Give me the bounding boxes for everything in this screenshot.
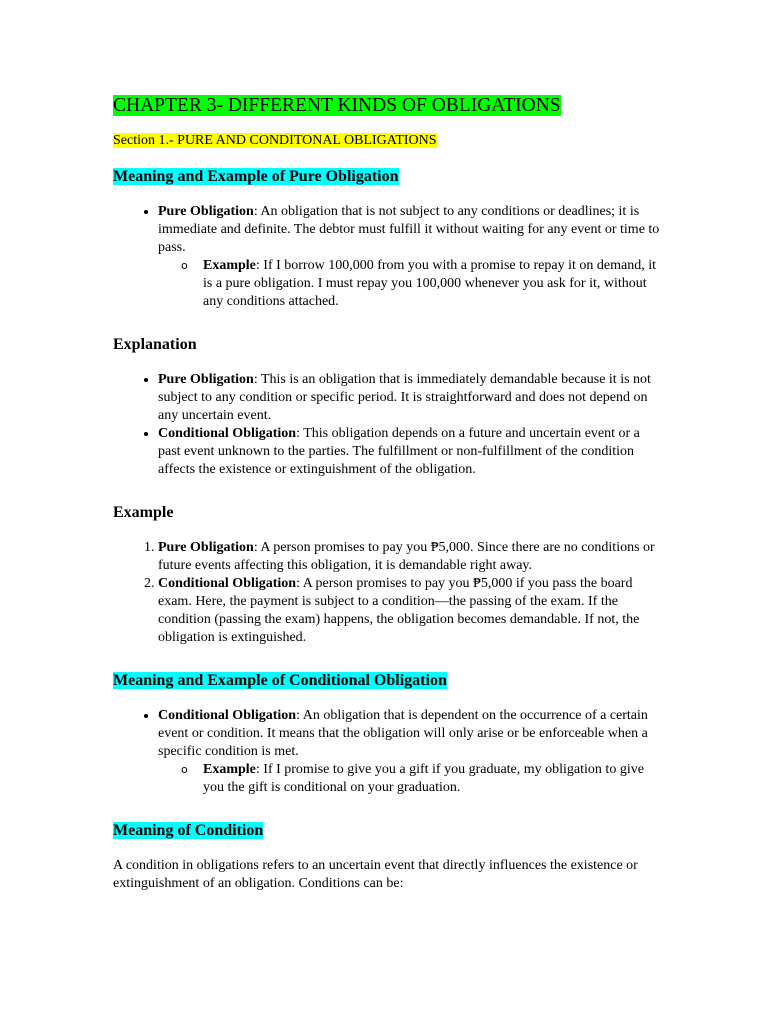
definition: : An obligation that is not subject to any conditions or deadlines; it is immediate and definite. The debtor must fulfill it without waiting for any event or time to pass.: [158, 204, 660, 255]
list-item: [158, 539, 661, 575]
example-heading: Example: [113, 504, 174, 521]
section-title: [113, 132, 661, 150]
sub-bullet-icon: o: [181, 763, 188, 776]
example-list: [113, 539, 661, 647]
sub-bullet-icon: o: [181, 259, 188, 272]
conditional-obligation-heading: [113, 671, 661, 691]
term: Pure Obligation: [158, 372, 254, 387]
item-text: : This obligation depends on a future and uncertain event or a past event unknown to the parties. The fulfillment or non-fulfillment of the condition affects the existence or extinguishment of the obligation.: [158, 426, 640, 477]
term: Conditional Obligation: [158, 708, 297, 723]
sub-list-item: [181, 257, 661, 311]
example-text: : If I borrow 100,000 from you with a promise to repay it on demand, it is a pure obligation. I must repay you 100,000 whenever you ask for it, without any conditions attached.: [203, 258, 656, 309]
item-text: : This is an obligation that is immediately demandable because it is not subject to any condition or specific period. It is straightforward and does not depend on any uncertain event.: [158, 372, 651, 423]
term: Conditional Obligation: [158, 576, 297, 591]
meaning-of-condition-heading-text: Meaning of Condition: [113, 822, 264, 839]
sub-list: [158, 761, 661, 797]
explanation-heading: Explanation: [113, 336, 197, 353]
definition: : An obligation that is dependent on the occurrence of a certain event or condition. It means that the obligation will only arise or be enforceable when a specific condition is met.: [158, 708, 648, 759]
example-term: Example: [203, 762, 256, 777]
item-text: : A person promises to pay you ₱5,000. Since there are no conditions or future events affecting this obligation, it is demandable right away.: [158, 540, 655, 573]
list-item: [158, 575, 661, 647]
term: Pure Obligation: [158, 204, 254, 219]
pure-obligation-heading-text: Meaning and Example of Pure Obligation: [113, 168, 399, 185]
chapter-title: [113, 94, 661, 118]
explanation-list: [113, 371, 661, 479]
meaning-of-condition-heading: [113, 821, 661, 841]
sub-list: [158, 257, 661, 311]
pure-obligation-list: [113, 203, 661, 311]
term: Conditional Obligation: [158, 426, 297, 441]
sub-list-item: [181, 761, 661, 797]
section-title-text: Section 1.- PURE AND CONDITONAL OBLIGATIONS: [113, 133, 437, 148]
chapter-title-text: CHAPTER 3- DIFFERENT KINDS OF OBLIGATIONS: [113, 95, 561, 116]
item-text: : A person promises to pay you ₱5,000 if you pass the board exam. Here, the payment is subject to a condition—the passing of the exam. If the condition (passing the exam) happens, the obligation becomes demandable. If not, the obligation is extinguished.: [158, 576, 640, 645]
conditional-obligation-list: [113, 707, 661, 797]
list-item: [158, 371, 661, 425]
condition-paragraph: A condition in obligations refers to an uncertain event that directly influences the existence or extinguishment of an obligation. Conditions can be:: [113, 858, 638, 891]
document-content: [113, 94, 661, 893]
list-item: [158, 203, 661, 311]
list-item: [158, 707, 661, 797]
example-term: Example: [203, 258, 256, 273]
term: Pure Obligation: [158, 540, 254, 555]
conditional-obligation-heading-text: Meaning and Example of Conditional Obligation: [113, 672, 447, 689]
pure-obligation-heading: [113, 167, 661, 187]
example-text: : If I promise to give you a gift if you graduate, my obligation to give you the gift is conditional on your graduation.: [203, 762, 644, 795]
list-item: [158, 425, 661, 479]
